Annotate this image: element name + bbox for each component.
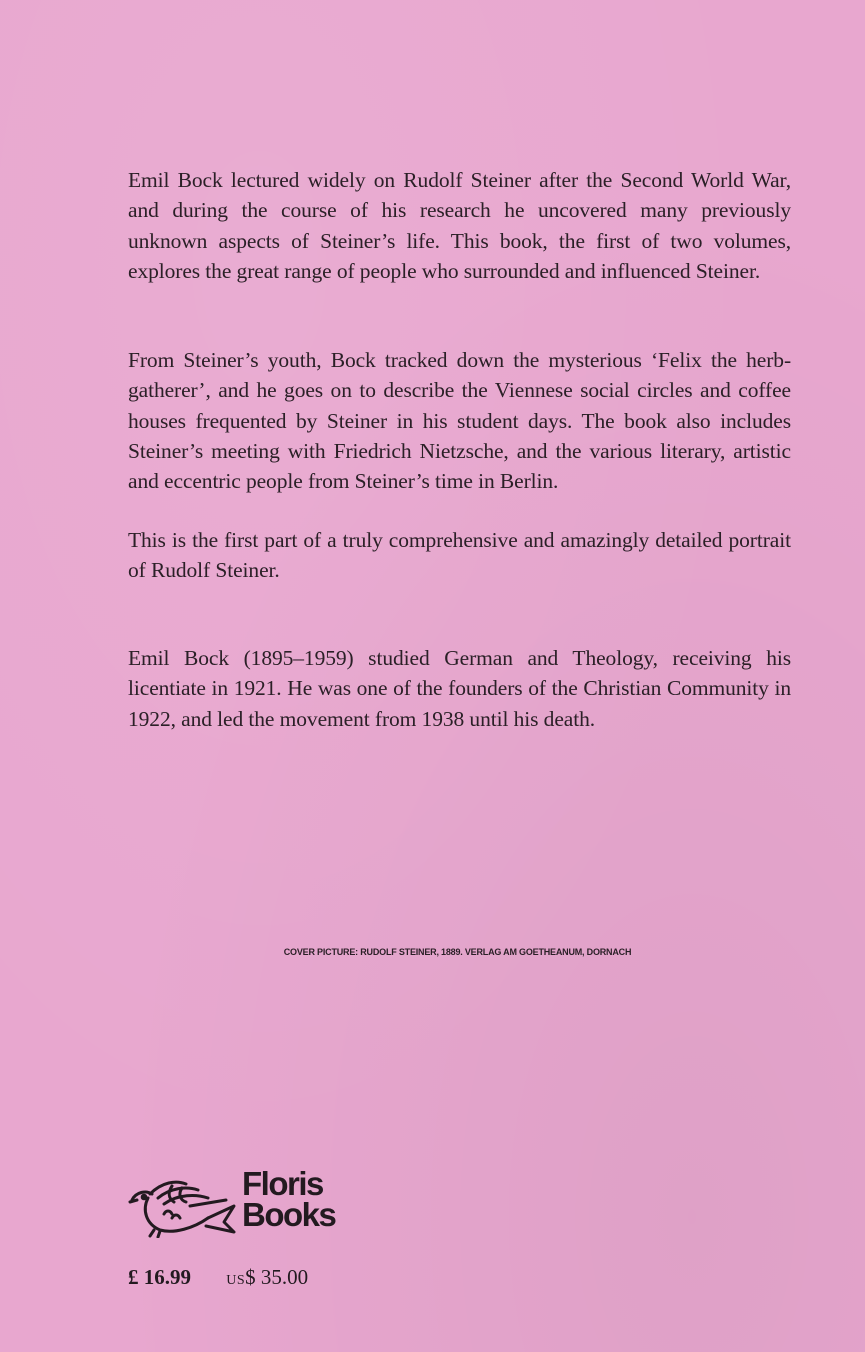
bird-icon: [128, 1176, 238, 1238]
blurb-paragraph-1: Emil Bock lectured widely on Rudolf Steiner after the Second World War, and during the course of his research he uncovered many previously unknown aspects of Steiner’s life. This book, the first of two volumes, explores the great range of people who surrounded and influenced Steiner.: [128, 168, 791, 283]
price-usd-prefix: US: [226, 1273, 246, 1288]
cover-picture-credit: COVER PICTURE: RUDOLF STEINER, 1889. VERLAG AM GOETHEANUM, DORNACH: [283, 947, 632, 957]
publisher-name-line-1: Floris: [242, 1165, 323, 1202]
price-line: [128, 1265, 308, 1290]
blurb-paragraph-3: This is the first part of a truly comprehensive and amazingly detailed portrait of Rudolf Steiner.: [128, 528, 791, 583]
publisher-name-line-2: Books: [242, 1196, 336, 1233]
price-gbp: £ 16.99: [128, 1265, 191, 1289]
publisher-logo: [128, 1165, 348, 1248]
price-usd: $ 35.00: [245, 1265, 309, 1289]
publisher-name: [242, 1165, 336, 1233]
author-bio: Emil Bock (1895–1959) studied German and Theology, receiving his licentiate in 1921. He was one of the founders of the Christian Community in 1922, and led the movement from 1938 until his death.: [128, 646, 791, 731]
blurb-paragraph-2: From Steiner’s youth, Bock tracked down the mysterious ‘Felix the herb-gatherer’, and he goes on to describe the Viennese social circles and coffee houses frequented by Steiner in his student days. The book also includes Steiner’s meeting with Friedrich Nietzsche, and the various literary, artistic and eccentric people from Steiner’s time in Berlin.: [128, 348, 791, 494]
